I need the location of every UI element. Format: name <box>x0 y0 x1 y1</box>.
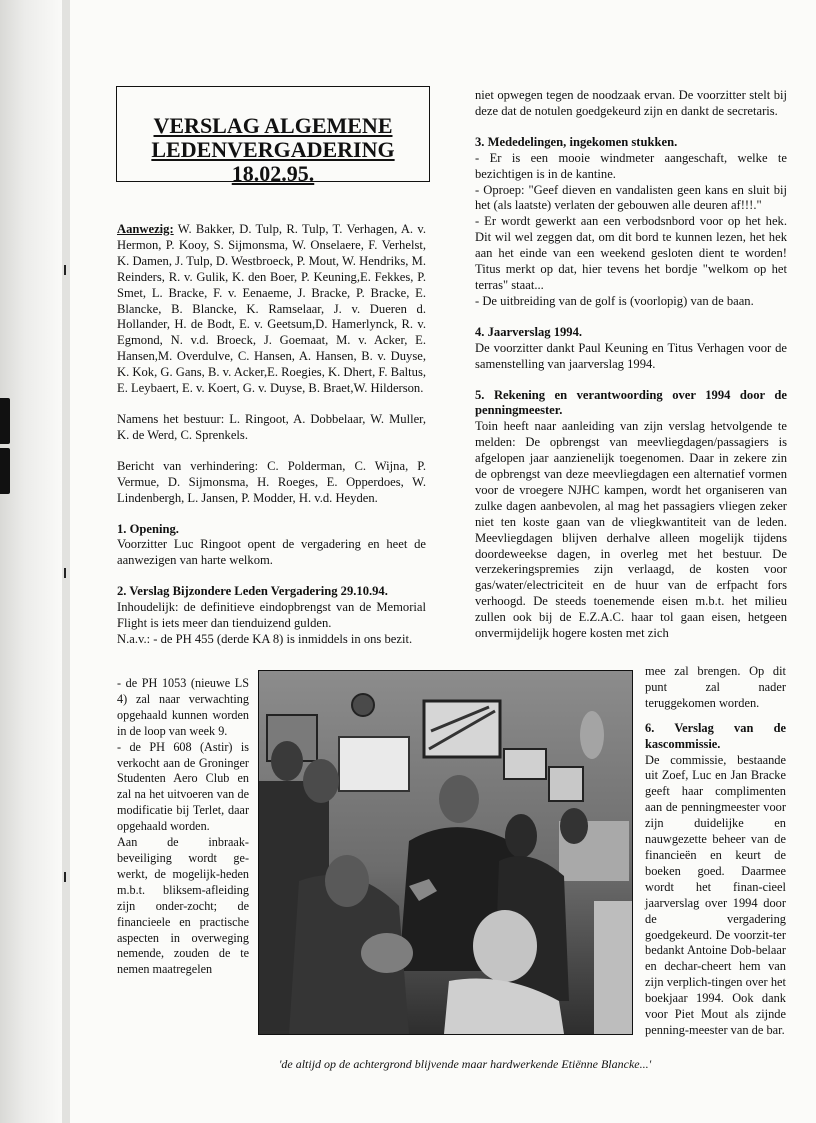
binder-edge <box>0 0 63 1123</box>
title-line-2: LEDENVERGADERING <box>151 137 395 162</box>
attendance-list: W. Bakker, D. Tulp, R. Tulp, T. Verhagen, A. v. Hermon, P. Kooy, S. Sijmonsma, W. Onselaere, F. Verhelst, K. Damen, J. Tulp, D. Westbroeck, P. Mout, W. Hendriks, M. Reinders, R. v. Gulik, K. den Boer, P. Keuning,E. Fekkes, P. Smet, L. Bracke, F. v. Eenaeme, J. Bracke, P. Bracke, E. Blancke, B. Blancke, K. Ramselaar, J. v. Dueren d. Hollander, H. de Bodt, E. v. Geetsum,D. Hamerlynck, R. v. Egmond, N. v.d. Broeck, J. Goemaat, M. v. Acker, E. Hansen,M. Overdulve, C. Hansen, A. Hansen, B. v. Duyse, K. Kok, G. Gans, B. v. Acker,E. Roegies, K. Dhert, F. Baltus, E. Leybaert, E. v. Koert, G. v. Duyse, B. Braet,W. Hilderson. <box>117 222 426 396</box>
section-1-heading: 1. Opening. <box>117 521 179 536</box>
margin-mark <box>64 872 66 882</box>
board-paragraph: Namens het bestuur: L. Ringoot, A. Dobbelaar, W. Muller, K. de Werd, C. Sprenkels. <box>117 411 426 442</box>
section-2-heading: 2. Verslag Bijzondere Leden Vergadering 29.10.94. <box>117 584 388 599</box>
title-line-3: 18.02.95. <box>231 161 315 186</box>
attendance-label: Aanwezig: <box>117 222 174 236</box>
left-column <box>117 222 426 648</box>
section-6-text: De commissie, bestaande uit Zoef, Luc en Jan Bracke geeft haar complimenten aan de penningmeester voor zijn duidelijke en nauwgezette beheer van de financieën en keurt de boeken goed. Daarmee wordt het finan-cieel jaarverslag over 1994 door de vergadering goedgekeurd. De voorzit-ter bedankt Antoine Dob-belaar en dechar-cheert hem van zijn verplich-tingen over het boekjaar 1994. Ook dank voor Piet Mout als zijnde penning-meester van de bar. <box>645 752 786 1037</box>
section-4-heading: 4. Jaarverslag 1994. <box>475 324 583 339</box>
margin-mark <box>64 568 66 578</box>
title-box <box>116 86 430 186</box>
section-5-text-end: mee zal brengen. Op dit punt zal nader teruggekomen worden. <box>645 664 786 710</box>
section-3-heading: 3. Mededelingen, ingekomen stukken. <box>475 134 678 149</box>
section-2-nav: N.a.v.: - de PH 455 (derde KA 8) is inmiddels in ons bezit. <box>117 631 413 646</box>
photo-scene <box>259 671 632 1034</box>
absent-paragraph: Bericht van verhindering: C. Polderman, C. Wijna, P. Vermue, D. Sijmonsma, H. Roeges, E. Opperdoes, W. Lindenbergh, L. Jansen, P. Modder, H. v.d. Heyden. <box>117 458 426 505</box>
binder-tab <box>0 448 10 494</box>
section-5-heading: 5. Rekening en verantwoording over 1994 door de penningmeester. <box>475 387 787 418</box>
left-narrow-column: - de PH 1053 (nieuwe LS 4) zal naar verwachting opgehaald kunnen worden in de loop van week 9. - de PH 608 (Astir) is verkocht aan de Groninger Studenten Aero Club en zal na het uitvoeren van de modificatie bij Terlet, daar opgehaald worden. Aan de inbraak-beveiliging wordt ge-werkt, de mogelijk-heden m.b.t. bliksem-afleiding zijn onder-zocht; de financieele en practische aspecten in overweging nemende, zouden de te nemen maatregelen <box>117 676 249 977</box>
binder-tab <box>0 398 10 444</box>
section-4-text: De voorzitter dankt Paul Keuning en Titus Verhagen voor de samenstelling van jaarverslag 1994. <box>475 340 787 371</box>
section-6-heading: 6. Verslag van de kascommissie. <box>645 720 786 751</box>
right-column <box>475 88 787 642</box>
photo-caption: 'de altijd op de achtergrond blijvende maar hardwerkende Etiënne Blancke...' <box>278 1057 652 1071</box>
section-2-text: Inhoudelijk: de definitieve eindopbrengst van de Memorial Flight is iets meer dan tienduizend gulden. <box>117 600 426 631</box>
section-3-text: - Er is een mooie windmeter aangeschaft, welke te bezichtigen is in de kantine. - Oproep: "Geef dieven en vandalisten geen kans en sluit bij het (als laatste) verlaten der gebouwen alle deuren af!!!." - Er wordt gewerkt aan een verbodsnbord voor op het hek. Dit wil wel zeggen dat, om dit bord te kunnen lezen, het hek aan het einde van een weekend gesloten dient te worden! Titus merkt op dat, hier tevens het bordje "welkom op het terras" staat... - De uitbreiding van de golf is (voorlopig) van de baan. <box>475 150 787 308</box>
right-narrow-column <box>645 664 786 1039</box>
meeting-photo <box>258 670 633 1035</box>
margin-mark <box>64 265 66 275</box>
attendance-paragraph <box>117 222 426 397</box>
title-line-1: VERSLAG ALGEMENE <box>153 113 393 138</box>
continuation-text: niet opwegen tegen de noodzaak ervan. De voorzitter stelt bij deze dat de notulen goedgekeurd zijn en dankt de secretaris. <box>475 88 787 118</box>
section-5-text: Toin heeft naar aanleiding van zijn verslag hetvolgende te melden: De opbrengst van meevliegdagen/passagiers is afgelopen jaar aanzienelijk toegenomen. Daar in zekere zin de opbrengst van deze meevliegdagen een alternatief vormen voor de vroegere NJHC kampen, wordt het organiseren van zulke dagen aanbevolen, al mag het passagiers vliegen zeker niet ten koste gaan van de vliegkwantiteit van de leden. Meevliegdagen blijven derhalve alleen mogelijk tijdens doordeweekse dagen, in overleg met het bestuur. De verzekeringspremies zijn verlaagd, de kosten voor gas/water/electriciteit en de huur van de erfpacht fors verhoogd. De steeds toenemende eisen m.b.t. het milieu zullen ook bij de E.Z.A.C. haar tol gaan eisen, hetgeen onvermijdelijk hogere kosten met zich <box>475 419 787 641</box>
section-1-text: Voorzitter Luc Ringoot opent de vergadering en heet de aanwezigen van harte welkom. <box>117 537 426 568</box>
